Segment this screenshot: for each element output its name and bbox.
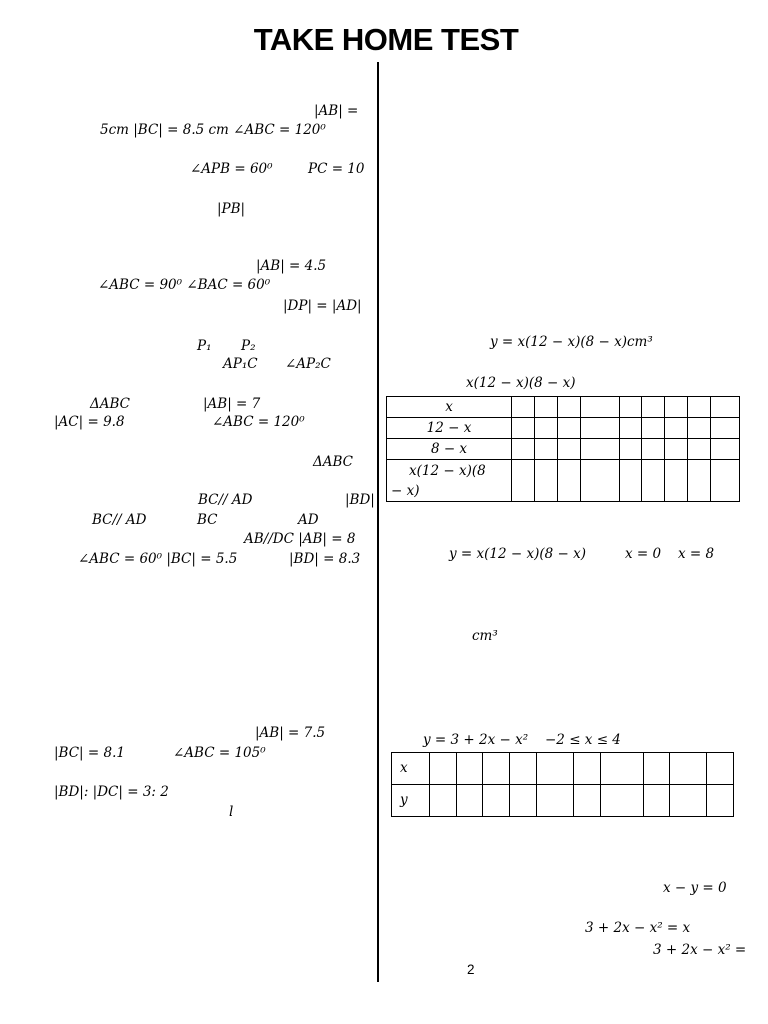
q3-ab-text: |AB| = 7: [203, 396, 261, 412]
q5-bc-text: |BC| = 8.1: [54, 745, 125, 761]
table1-caption: x(12 − x)(8 − x): [466, 375, 576, 391]
q3-ac-text: |AC| = 9.8: [54, 414, 125, 430]
row-label-8-minus-x: 8 − x: [387, 439, 512, 460]
volume-equation: y = x(12 − x)(8 − x)cm³: [490, 334, 653, 350]
q4-bc-text: BC: [197, 512, 218, 528]
x-equals-0: x = 0: [625, 546, 662, 562]
row-label-x: x: [387, 397, 512, 418]
table-row: [387, 439, 740, 460]
q1-pb-text: |PB|: [217, 201, 246, 217]
q1-pc-text: PC = 10: [308, 161, 365, 177]
page-title: TAKE HOME TEST: [253, 22, 519, 57]
table-row: [387, 397, 740, 418]
x-range: −2 ≤ x ≤ 4: [545, 732, 621, 748]
row-label-product: [387, 460, 512, 502]
q1-given-text: 5cm |BC| = 8.5 cm ∠ABC = 120⁰: [100, 122, 326, 138]
row-label-product-line2: − x): [391, 482, 420, 499]
quadratic-table: [391, 752, 734, 817]
table-row: [387, 460, 740, 502]
table-row: [392, 785, 734, 817]
q4-given-text: ∠ABC = 60⁰ |BC| = 5.5: [78, 551, 238, 567]
quadratic-equation: y = 3 + 2x − x²: [423, 732, 529, 748]
q5-abc-text: ∠ABC = 105⁰: [173, 745, 266, 761]
volume-table: [386, 396, 740, 502]
q2-ab-text: |AB| = 4.5: [256, 258, 327, 274]
q3-triangle-text: ΔABC: [90, 396, 130, 412]
q3-abc-text: ∠ABC = 120⁰: [212, 414, 305, 430]
table-row: [387, 418, 740, 439]
line-equation: x − y = 0: [663, 880, 727, 896]
q2-p2-text: P₂: [241, 338, 256, 354]
q4-ad-text: AD: [298, 512, 319, 528]
q4-bc-ad-text: BC// AD: [198, 492, 253, 508]
row-label-y: y: [392, 785, 430, 817]
unit-cm3: cm³: [472, 628, 498, 644]
q3-triangle2-text: ΔABC: [313, 454, 353, 470]
q4-bd-text: |BD|: [345, 492, 375, 508]
x-equals-8: x = 8: [678, 546, 715, 562]
q1-apb-text: ∠APB = 60⁰: [190, 161, 273, 177]
equation-y: y = x(12 − x)(8 − x): [449, 546, 586, 562]
q5-l-text: l: [229, 804, 234, 820]
q4-bd-val-text: |BD| = 8.3: [289, 551, 361, 567]
row-label-product-line1: x(12 − x)(8: [409, 462, 486, 479]
q5-ab-text: |AB| = 7.5: [255, 725, 326, 741]
page-number: 2: [467, 962, 475, 977]
equation-last: 3 + 2x − x² =: [653, 942, 747, 958]
q4-ab-dc-text: AB//DC |AB| = 8: [244, 531, 356, 547]
q2-p1-text: P₁: [197, 338, 212, 354]
q5-ratio-text: |BD|: |DC| = 3: 2: [54, 784, 169, 800]
column-divider: [377, 62, 379, 982]
q2-ap1c-text: AP₁C: [223, 356, 258, 372]
q1-ab-text: |AB| =: [314, 103, 359, 119]
equation-equals-x: 3 + 2x − x² = x: [585, 920, 691, 936]
table-row: [392, 753, 734, 785]
q4-bc-ad2-text: BC// AD: [92, 512, 147, 528]
row-label-12-minus-x: 12 − x: [387, 418, 512, 439]
q2-angles-text: ∠ABC = 90⁰ ∠BAC = 60⁰: [98, 277, 271, 293]
q2-dp-text: |DP| = |AD|: [283, 298, 362, 314]
row-label-x: x: [392, 753, 430, 785]
q2-ap2c-text: ∠AP₂C: [285, 356, 331, 372]
